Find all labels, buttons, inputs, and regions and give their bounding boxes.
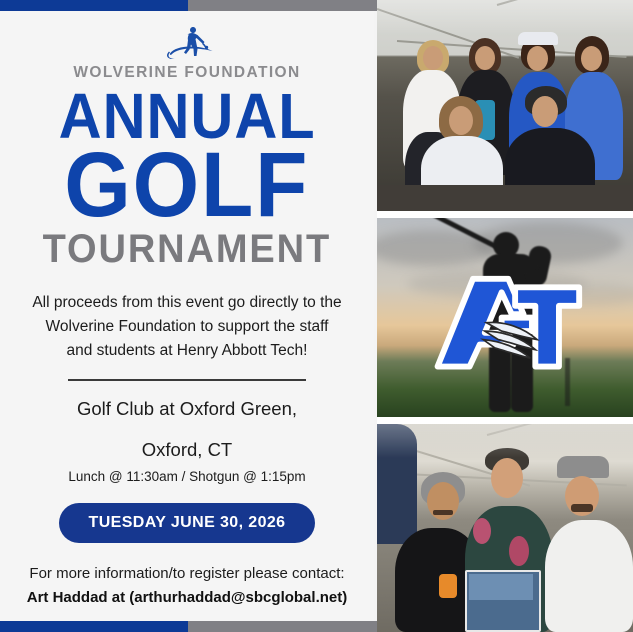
top-accent-bar: [0, 0, 378, 11]
group-photo-five-people-under-tent: [377, 0, 633, 211]
group-photo-three-men-under-tent: [377, 424, 633, 632]
headline-tournament: TOURNAMENT: [42, 226, 332, 271]
flyer-content-card: [0, 11, 374, 621]
event-times: Lunch @ 11:30am / Shotgun @ 1:15pm: [68, 468, 306, 484]
photo-column: [377, 0, 633, 632]
section-divider: [68, 379, 306, 381]
headline-annual: ANNUAL: [58, 79, 316, 152]
contact-block: [27, 563, 347, 609]
at-logo-overlay: [420, 262, 590, 380]
top-bar-blue-segment: [0, 0, 188, 11]
proceeds-blurb: All proceeds from this event go directly to the Wolverine Foundation to support the staff and students at Henry Abbott Tech!: [32, 293, 342, 359]
bottom-bar-gray-segment: [188, 621, 378, 632]
venue-line-1: Golf Club at Oxford Green,: [76, 397, 298, 419]
bottom-bar-blue-segment: [0, 621, 188, 632]
event-date-badge[interactable]: TUESDAY JUNE 30, 2026: [59, 503, 316, 543]
golfer-swing-logo-icon: [159, 25, 215, 59]
foundation-kicker: WOLVERINE FOUNDATION: [73, 64, 301, 81]
top-bar-gray-segment: [188, 0, 378, 11]
venue-line-2: Oxford, CT: [141, 438, 233, 460]
golfer-silhouette-sunset-with-at-logo: [377, 218, 633, 417]
contact-instruction: For more information/to register please contact:: [29, 565, 345, 583]
bottom-accent-bar: [0, 621, 378, 632]
headline-golf: GOLF: [64, 133, 310, 236]
contact-email[interactable]: Art Haddad at (arthurhaddad@sbcglobal.net): [26, 588, 348, 606]
